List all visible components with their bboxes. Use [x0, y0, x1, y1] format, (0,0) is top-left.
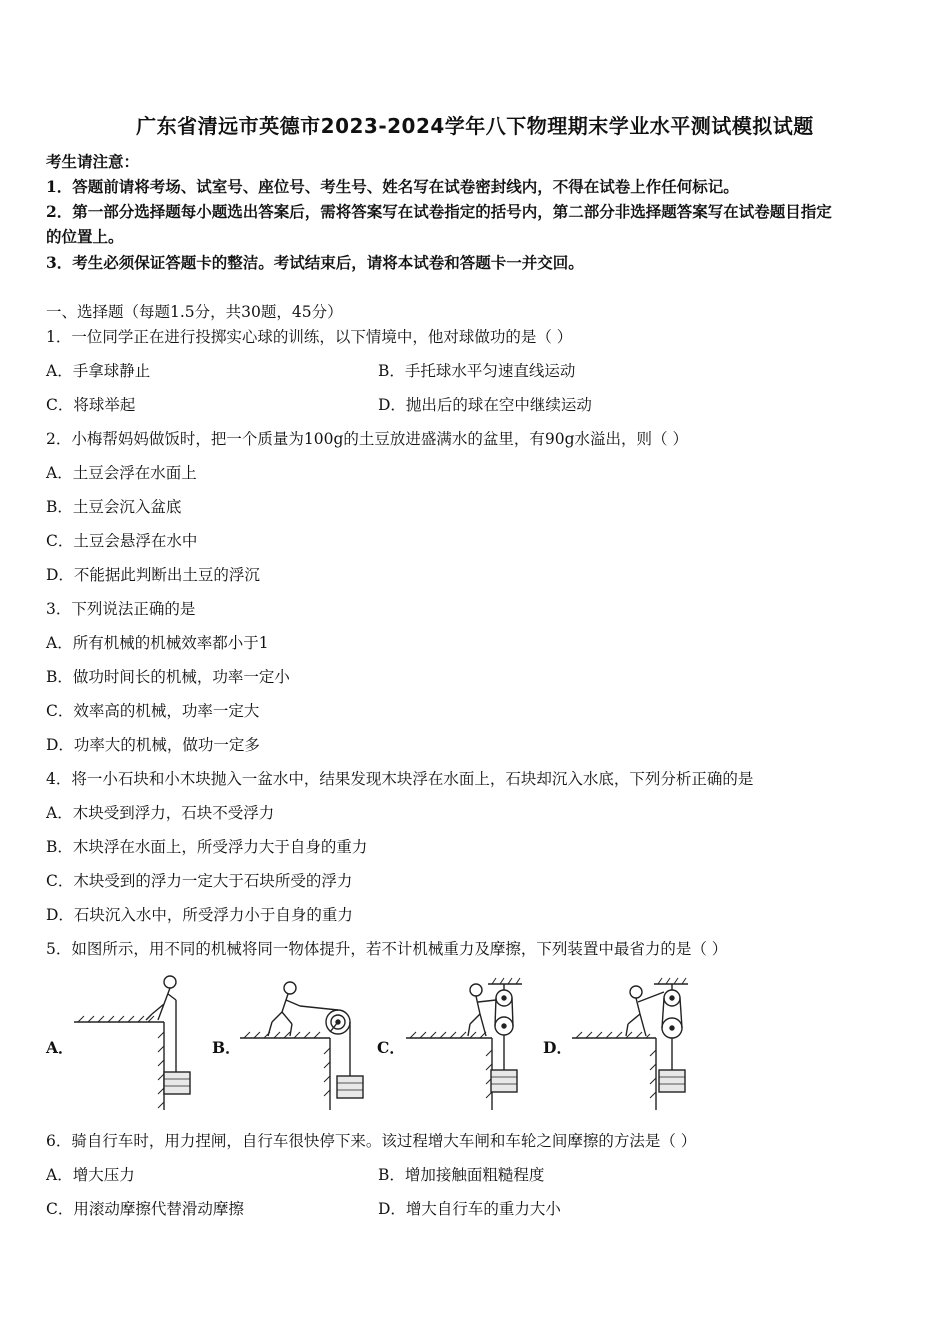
notice-item: 的位置上。: [46, 227, 124, 246]
question-stem: 3．下列说法正确的是: [46, 600, 196, 618]
option: A．增大压力: [46, 1166, 135, 1184]
option: D．石块沉入水中，所受浮力小于自身的重力: [46, 906, 353, 924]
option: C．效率高的机械，功率一定大: [46, 702, 260, 720]
figure-label-a: A．: [46, 1038, 74, 1057]
option: A．手拿球静止: [46, 362, 151, 380]
figure-b-fixed-pulley: [238, 972, 368, 1114]
notice-heading: 考生请注意：: [46, 152, 140, 171]
question-stem: 2．小梅帮妈妈做饭时，把一个质量为100g的土豆放进盛满水的盆里，有90g水溢出，则（ ）: [46, 430, 688, 448]
option: C．将球举起: [46, 396, 136, 414]
notice-item: 1．答题前请将考场、试室号、座位号、考生号、姓名写在试卷密封线内，不得在试卷上作任何标记。: [46, 177, 739, 196]
option: D．不能据此判断出土豆的浮沉: [46, 566, 260, 584]
option: B．做功时间长的机械，功率一定小: [46, 668, 290, 686]
option: A．所有机械的机械效率都小于1: [46, 634, 269, 652]
option: D．抛出后的球在空中继续运动: [378, 396, 592, 414]
question-stem: 4．将一小石块和小木块抛入一盆水中，结果发现木块浮在水面上，石块却沉入水底，下列分析正确的是: [46, 770, 754, 788]
option: C．土豆会悬浮在水中: [46, 532, 198, 550]
option: A．木块受到浮力，石块不受浮力: [46, 804, 275, 822]
figure-label-b: B．: [212, 1038, 241, 1057]
option: D．增大自行车的重力大小: [378, 1200, 561, 1218]
figure-c-pulley-block: [404, 972, 534, 1114]
option: B．增加接触面粗糙程度: [378, 1166, 545, 1184]
section-title: 一、选择题（每题1.5分，共30题，45分）: [46, 303, 343, 321]
notice-item: 2．第一部分选择题每小题选出答案后，需将答案写在试卷指定的括号内，第二部分非选择题答案写在试卷题目指定: [46, 202, 832, 221]
figure-label-c: C．: [377, 1038, 405, 1057]
figure-label-d: D．: [543, 1038, 572, 1057]
question-stem: 5．如图所示，用不同的机械将同一物体提升，若不计机械重力及摩擦，下列装置中最省力的是（ ）: [46, 940, 728, 958]
option: D．功率大的机械，做功一定多: [46, 736, 260, 754]
option: B．木块浮在水面上，所受浮力大于自身的重力: [46, 838, 368, 856]
question-stem: 6．骑自行车时，用力捏闸，自行车很快停下来。该过程增大车闸和车轮之间摩擦的方法是（ ）: [46, 1132, 697, 1150]
figure-a-direct-lift: [72, 972, 202, 1114]
option: B．土豆会沉入盆底: [46, 498, 182, 516]
option: C．用滚动摩擦代替滑动摩擦: [46, 1200, 244, 1218]
question-stem: 1．一位同学正在进行投掷实心球的训练，以下情境中，他对球做功的是（ ）: [46, 328, 573, 346]
figure-d-pulley-block: [570, 972, 700, 1114]
option: B．手托球水平匀速直线运动: [378, 362, 576, 380]
option: C．木块受到的浮力一定大于石块所受的浮力: [46, 872, 353, 890]
notice-item: 3．考生必须保证答题卡的整洁。考试结束后，请将本试卷和答题卡一并交回。: [46, 253, 584, 272]
page-title: 广东省清远市英德市2023-2024学年八下物理期末学业水平测试模拟试题: [136, 114, 814, 138]
option: A．土豆会浮在水面上: [46, 464, 197, 482]
